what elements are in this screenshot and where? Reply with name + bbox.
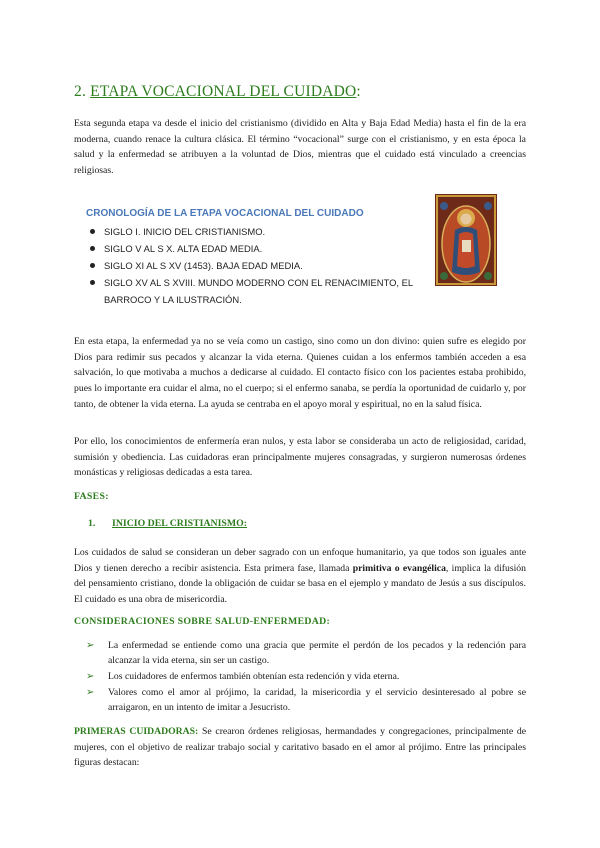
consideration-item <box>86 685 526 716</box>
paragraph-2: En esta etapa, la enfermedad ya no se veía como un castigo, sino como un don divino: quien sufre es elegido por Dios para redimir sus pecados y alcanzar la vida eterna. Quienes cuidan a los enfermos también acceden a esa salvación, lo que motivaba a muchos a dedicarse al cuidado. El contacto físico con los pacientes estaba prohibido, pues lo importante era cuidar el alma, no el cuerpo; si el enfermo sanaba, se perdía la oportunidad de cuidarlo y, por tanto, de obtener la vida eterna. La ayuda se centraba en el apoyo moral y espiritual, no en la salud física. <box>74 336 526 410</box>
fases-heading: FASES: <box>74 491 109 502</box>
consideration-text: Valores como el amor al prójimo, la caridad, la misericordia y el servicio desinteresado al pobre se arraigaron, en un intento de imitar a Jesucristo. <box>108 686 526 714</box>
considerations-list <box>86 638 526 716</box>
intro-paragraph: Esta segunda etapa va desde el inicio del cristianismo (dividido en Alta y Baja Edad Media) hasta el fin de la era moderna, cuando renace la cultura clásica. El término “vocacional” surge con el cristianismo, y en esta época la salud y la enfermedad se atribuyen a la voluntad de Dios, mientras que el cuidado está vinculado a creencias religiosas. <box>74 118 526 177</box>
consideration-text: La enfermedad se entiende como una gracia que permite el perdón de los pecados y la redención para alcanzar la vida eterna, sin ser un castigo. <box>108 640 526 667</box>
first-carers-paragraph <box>74 724 526 771</box>
paragraph-4-text-a: Los cuidados de salud se consideran un deber sagrado con un enfoque humanitario, ya que todos son iguales ante Dios y tienen derecho a recibir asistencia. Esta primera fase, llamada <box>74 547 526 574</box>
considerations-heading: CONSIDERACIONES SOBRE SALUD-ENFERMEDAD: <box>74 616 331 627</box>
bold-term-primitiva: primitiva o evangélica <box>352 562 446 574</box>
chronology-item: SIGLO V AL S X. ALTA EDAD MEDIA. <box>88 240 418 257</box>
chronology-item: SIGLO I. INICIO DEL CRISTIANISMO. <box>88 223 418 240</box>
chronology-box <box>78 208 418 308</box>
consideration-item <box>86 638 526 669</box>
phase-1-number: 1. <box>88 518 96 529</box>
section-number: 2. <box>74 83 87 100</box>
paragraph-4 <box>74 545 526 608</box>
arrow-bullet-icon: ➢ <box>86 640 95 651</box>
section-title-colon: : <box>356 83 361 100</box>
christ-pantocrator-image <box>435 194 497 286</box>
pantocrator-illustration <box>435 194 497 286</box>
arrow-bullet-icon: ➢ <box>86 686 95 698</box>
paragraph-4-text-b: , implica la difusión del pensamiento cristiano, donde la obligación de cuidar se basa en el ejemplo y mandato de Jesús a sus discípulos. El cuidado es una obra de misericordia. <box>74 562 526 606</box>
chronology-item: SIGLO XV AL S XVIII. MUNDO MODERNO CON EL RENACIMIENTO, EL BARROCO Y LA ILUSTRACIÓN. <box>88 274 418 308</box>
first-carers-text: Se crearon órdenes religiosas, hermandades y congregaciones, principalmente de mujeres, con el objetivo de realizar trabajo social y caritativo basado en el amor al prójimo. Entre las principales figuras destacan: <box>74 726 526 769</box>
phase-1-title: INICIO DEL CRISTIANISMO: <box>112 518 248 529</box>
arrow-bullet-icon: ➢ <box>86 671 95 683</box>
section-title-text: ETAPA VOCACIONAL DEL CUIDADO <box>90 83 357 100</box>
consideration-item <box>86 669 526 684</box>
chronology-title: CRONOLOGÍA DE LA ETAPA VOCACIONAL DEL CUIDADO <box>86 208 364 219</box>
paragraph-3: Por ello, los conocimientos de enfermería eran nulos, y esta labor se consideraba un acto de religiosidad, caridad, sumisión y obediencia. Las cuidadoras eran principalmente mujeres consagradas, y surgieron numerosas órdenes monásticas y religiosas dedicadas a esta tarea. <box>74 436 526 479</box>
section-title <box>74 83 361 101</box>
phase-1-heading <box>88 518 247 529</box>
chronology-item: SIGLO XI AL S XV (1453). BAJA EDAD MEDIA. <box>88 257 418 274</box>
first-carers-label: PRIMERAS CUIDADORAS: <box>74 726 199 737</box>
chronology-list <box>78 223 418 308</box>
consideration-text: Los cuidadores de enfermos también obtenían esta redención y vida eterna. <box>108 671 400 683</box>
